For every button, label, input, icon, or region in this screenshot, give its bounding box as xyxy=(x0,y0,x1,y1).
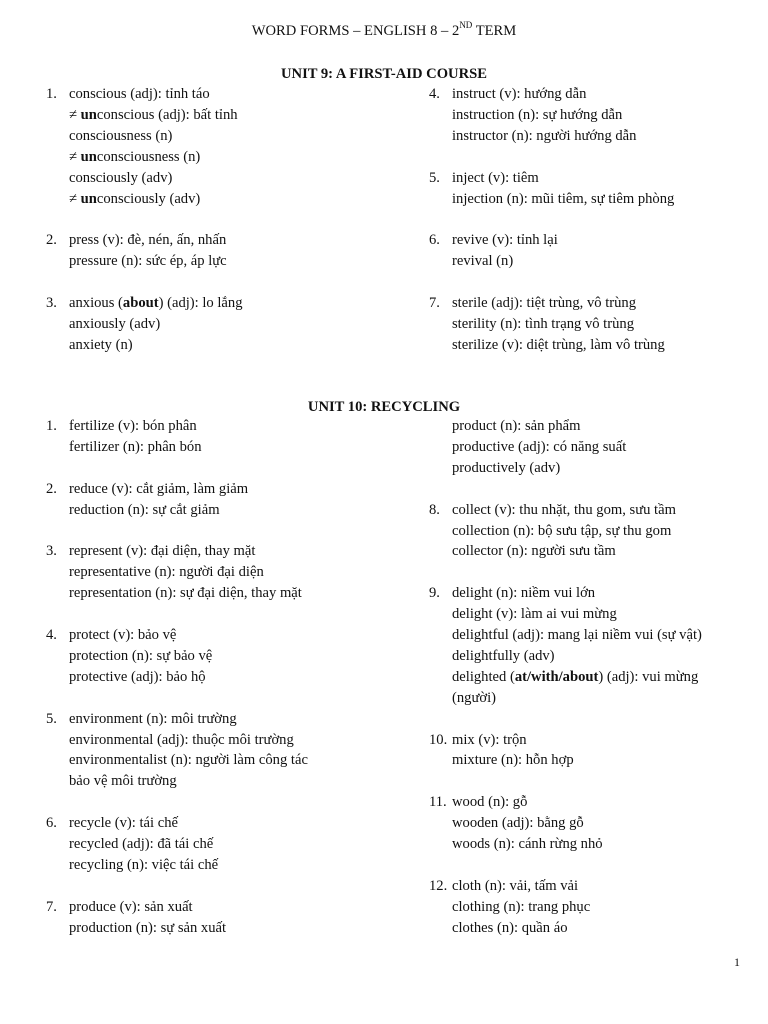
entry-line: delightful (adj): mang lại niềm vui (sự vật) xyxy=(452,627,702,644)
document-title: WORD FORMS – ENGLISH 8 – 2ND TERM xyxy=(251,20,517,39)
entry-lines xyxy=(69,293,396,356)
entry-lines xyxy=(69,479,396,521)
spacer xyxy=(46,604,396,625)
entry-lines xyxy=(69,541,396,604)
entry-line: instructor (n): người hướng dẫn xyxy=(452,127,637,144)
entry-lines xyxy=(69,813,396,876)
entry-line: environmental (adj): thuộc môi trường xyxy=(69,731,294,748)
entry-line: representative (n): người đại diện xyxy=(69,564,264,581)
word-entry xyxy=(46,897,396,939)
word-entry xyxy=(46,709,396,793)
word-entry xyxy=(429,84,768,147)
entry-line: productively (adv) xyxy=(452,459,561,476)
entry-line: reduce (v): cắt giảm, làm giảm xyxy=(69,480,249,497)
unit10-heading: UNIT 10: RECYCLING xyxy=(307,399,461,415)
spacer xyxy=(46,792,396,813)
entry-lines xyxy=(452,583,759,708)
entry-line: produce (v): sản xuất xyxy=(69,898,193,915)
entry-number: 11. xyxy=(429,794,447,811)
entry-number: 5. xyxy=(429,169,440,186)
entry-line: bảo vệ môi trường xyxy=(69,773,177,790)
entry-line: revive (v): tỉnh lại xyxy=(452,232,558,249)
word-entry xyxy=(429,500,759,563)
spacer xyxy=(429,709,759,730)
entry-lines xyxy=(452,500,759,563)
spacer xyxy=(46,209,396,230)
entry-number: 12. xyxy=(429,877,448,894)
unit9-left-column xyxy=(46,84,396,356)
word-entry xyxy=(46,293,396,356)
word-entry xyxy=(429,230,768,272)
entry-line: mix (v): trộn xyxy=(452,731,527,748)
entry-line: conscious (adj): tỉnh táo xyxy=(69,86,210,102)
entry-number: 1. xyxy=(46,86,57,102)
entry-number: 2. xyxy=(46,232,57,249)
word-entry xyxy=(429,792,759,855)
entry-line: instruct (v): hướng dẫn xyxy=(452,86,587,102)
entry-line: reduction (n): sự cắt giảm xyxy=(69,501,220,518)
entry-number: 3. xyxy=(46,543,57,560)
entry-line: wooden (adj): bằng gỗ xyxy=(452,815,584,832)
entry-line: instruction (n): sự hướng dẫn xyxy=(452,106,623,123)
entry-number: 7. xyxy=(46,898,57,915)
entry-line: sterilize (v): diệt trùng, làm vô trùng xyxy=(452,336,665,353)
entry-number: 10. xyxy=(429,731,448,748)
spacer xyxy=(46,458,396,479)
entry-line: delight (v): làm ai vui mừng xyxy=(452,606,617,623)
entry-number: 3. xyxy=(46,295,57,312)
page-number: 1 xyxy=(734,955,740,969)
entry-number: 4. xyxy=(429,86,440,102)
entry-line: woods (n): cánh rừng nhỏ xyxy=(452,836,603,853)
entry-number: 4. xyxy=(46,627,57,644)
entry-lines xyxy=(69,416,396,458)
entry-line: cloth (n): vải, tấm vải xyxy=(452,877,579,894)
entry-line: sterility (n): tình trạng vô trùng xyxy=(452,315,634,332)
entry-line: protect (v): bảo vệ xyxy=(69,627,177,644)
unit10-right-column xyxy=(429,416,759,939)
spacer xyxy=(429,272,768,293)
word-entry xyxy=(429,293,768,356)
word-entry xyxy=(429,876,759,939)
entry-lines xyxy=(69,84,396,209)
entry-line: ≠ unconscious (adj): bất tỉnh xyxy=(69,106,238,123)
spacer xyxy=(46,521,396,542)
entry-line: clothes (n): quần áo xyxy=(452,919,568,936)
entry-lines xyxy=(452,84,768,147)
entry-lines xyxy=(452,876,759,939)
entry-lines xyxy=(452,730,759,772)
entry-line: sterile (adj): tiệt trùng, vô trùng xyxy=(452,295,636,312)
entry-lines xyxy=(69,625,396,688)
spacer xyxy=(46,272,396,293)
entry-lines xyxy=(452,792,759,855)
entry-line: represent (v): đại diện, thay mặt xyxy=(69,543,256,560)
word-entry xyxy=(46,230,396,272)
unit9-right-column xyxy=(429,84,768,356)
entry-line: protective (adj): bảo hộ xyxy=(69,668,206,685)
entry-line: environmentalist (n): người làm công tác xyxy=(69,752,308,769)
entry-line: inject (v): tiêm xyxy=(452,169,539,186)
word-entry xyxy=(429,730,759,772)
entry-line: recycle (v): tái chế xyxy=(69,815,178,832)
entry-number: 7. xyxy=(429,295,440,312)
spacer xyxy=(429,771,759,792)
entry-line: pressure (n): sức ép, áp lực xyxy=(69,253,227,270)
entry-number: 5. xyxy=(46,710,57,727)
entry-line: (người) xyxy=(452,689,496,706)
entry-lines xyxy=(452,416,759,479)
entry-lines xyxy=(452,293,768,356)
entry-line: collection (n): bộ sưu tập, sự thu gom xyxy=(452,522,672,539)
entry-line: environment (n): môi trường xyxy=(69,710,237,727)
entry-line: consciousness (n) xyxy=(69,127,173,144)
spacer xyxy=(429,209,768,230)
spacer xyxy=(46,876,396,897)
entry-number: 2. xyxy=(46,480,57,497)
entry-line: anxious (about) (adj): lo lắng xyxy=(69,295,243,312)
word-entry xyxy=(46,479,396,521)
entry-line: ≠ unconsciousness (n) xyxy=(69,148,201,165)
entry-line: collect (v): thu nhặt, thu gom, sưu tầm xyxy=(452,501,676,518)
entry-lines xyxy=(452,168,768,210)
spacer xyxy=(429,479,759,500)
word-entry xyxy=(429,416,759,479)
spacer xyxy=(429,562,759,583)
unit9-heading: UNIT 9: A FIRST-AID COURSE xyxy=(281,66,487,82)
entry-line: recycled (adj): đã tái chế xyxy=(69,836,214,853)
entry-line: anxiously (adv) xyxy=(69,315,161,332)
entry-line: fertilizer (n): phân bón xyxy=(69,438,202,455)
entry-lines xyxy=(69,230,396,272)
entry-number: 8. xyxy=(429,501,440,518)
entry-line: representation (n): sự đại diện, thay mặt xyxy=(69,585,302,602)
word-entry xyxy=(46,84,396,209)
entry-lines xyxy=(452,230,768,272)
word-entry xyxy=(46,813,396,876)
spacer xyxy=(429,147,768,168)
entry-line: press (v): đè, nén, ấn, nhấn xyxy=(69,232,227,249)
entry-number: 9. xyxy=(429,585,440,602)
entry-line: recycling (n): việc tái chế xyxy=(69,856,219,873)
entry-line: clothing (n): trang phục xyxy=(452,898,591,915)
unit10-left-column xyxy=(46,416,396,939)
entry-line: protection (n): sự bảo vệ xyxy=(69,647,213,664)
word-entry xyxy=(46,625,396,688)
entry-line: revival (n) xyxy=(452,253,514,270)
entry-line: product (n): sản phẩm xyxy=(452,418,581,434)
entry-line: fertilize (v): bón phân xyxy=(69,418,197,434)
word-entry xyxy=(429,583,759,708)
entry-line: anxiety (n) xyxy=(69,336,133,353)
entry-number: 6. xyxy=(46,815,57,832)
entry-line: productive (adj): có năng suất xyxy=(452,438,627,455)
spacer xyxy=(429,855,759,876)
entry-lines xyxy=(69,897,396,939)
entry-line: consciously (adv) xyxy=(69,169,173,186)
word-entry xyxy=(46,541,396,604)
entry-number: 6. xyxy=(429,232,440,249)
entry-line: production (n): sự sản xuất xyxy=(69,919,227,936)
word-entry xyxy=(46,416,396,458)
spacer xyxy=(46,688,396,709)
entry-line: injection (n): mũi tiêm, sự tiêm phòng xyxy=(452,190,675,207)
entry-line: ≠ unconsciously (adv) xyxy=(69,190,201,207)
entry-line: collector (n): người sưu tầm xyxy=(452,543,616,560)
entry-line: delighted (at/with/about) (adj): vui mừng xyxy=(452,668,699,685)
entry-line: delightfully (adv) xyxy=(452,647,555,664)
entry-line: mixture (n): hỗn hợp xyxy=(452,752,574,769)
entry-line: delight (n): niềm vui lớn xyxy=(452,585,596,602)
word-entry xyxy=(429,168,768,210)
entry-number: 1. xyxy=(46,418,57,434)
entry-line: wood (n): gỗ xyxy=(452,794,528,811)
entry-lines xyxy=(69,709,396,793)
